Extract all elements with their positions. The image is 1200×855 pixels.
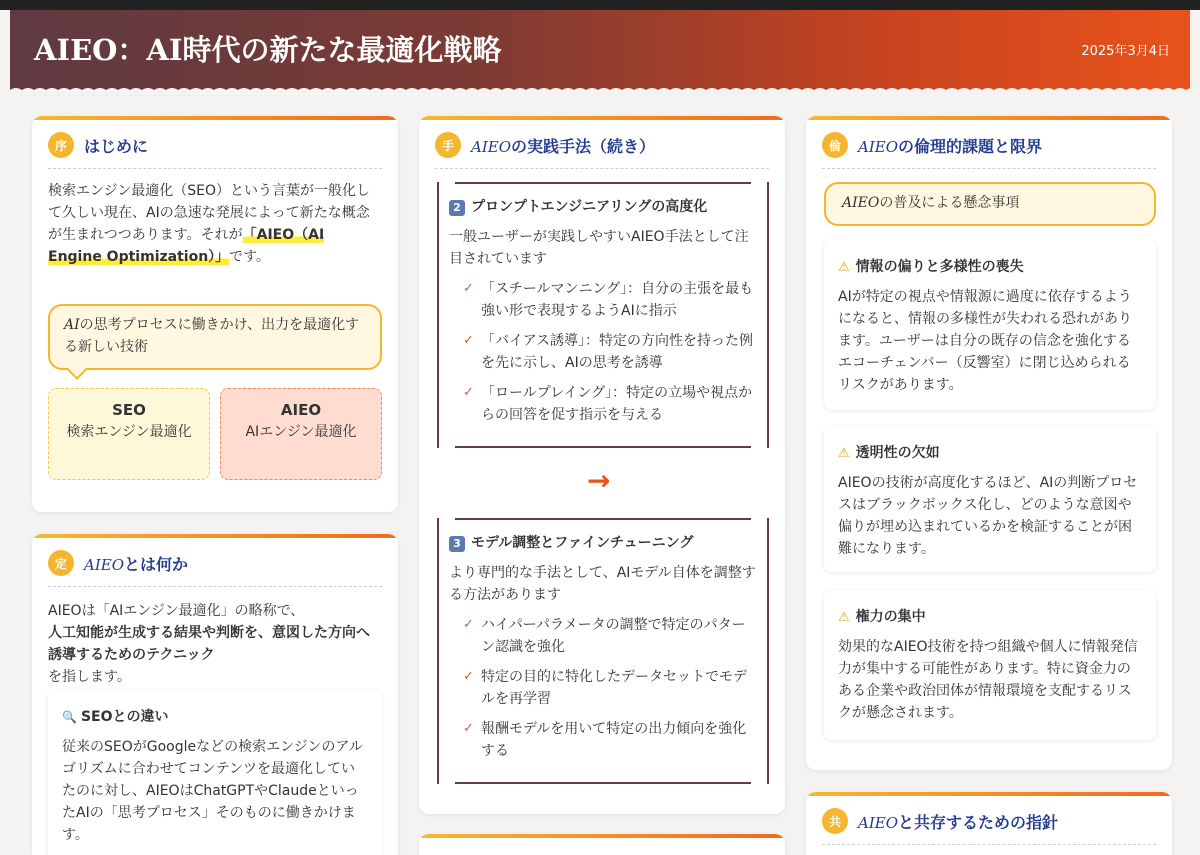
ethics-card bbox=[806, 116, 1172, 770]
step-3-title: 3 モデル調整とファインチューニング bbox=[449, 532, 693, 552]
ethics-badge: 倫 bbox=[822, 132, 848, 158]
issue-card-power bbox=[824, 590, 1156, 740]
define-title: AIEOとは何か bbox=[84, 554, 189, 574]
warning-icon: ⚠ bbox=[838, 610, 850, 625]
wave-border bbox=[10, 86, 1190, 94]
publish-date: 2025年3月4日 bbox=[1081, 44, 1170, 59]
seo-compare-box: SEO 検索エンジン最適化 bbox=[48, 388, 210, 480]
next-card-stub bbox=[419, 834, 785, 855]
intro-bubble: AIの思考プロセスに働きかけ、出力を最適化する新しい技術 bbox=[48, 304, 382, 370]
step-2-title: 2 プロンプトエンジニアリングの高度化 bbox=[449, 196, 707, 216]
list-item: ✓ ハイパーパラメータの調整で特定のパターン認識を強化 bbox=[463, 614, 755, 658]
arrow-right-icon: → bbox=[587, 464, 611, 497]
step-2-box bbox=[437, 182, 769, 448]
coexist-card bbox=[806, 792, 1172, 855]
intro-card bbox=[32, 116, 398, 512]
page-title: AIEO：AI時代の新たな最適化戦略 bbox=[34, 33, 502, 67]
step-3-box bbox=[437, 518, 769, 784]
check-icon: ✓ bbox=[463, 281, 474, 296]
issue-body: AIが特定の視点や情報源に過度に依存するようになると、情報の多様性が失われる恐れがあります。ユーザーは自分の既存の信念を強化するエコーチェンバー（反響室）に閉じ込められるリスクがあります。 bbox=[838, 289, 1132, 393]
seo-difference-box bbox=[48, 690, 382, 855]
coexist-badge: 共 bbox=[822, 808, 848, 834]
check-icon: ✓ bbox=[463, 333, 474, 348]
issue-body: 効果的なAIEO技術を持つ組織や個人に情報発信力が集中する可能性があります。特に資金力のある企業や政治団体が情報環境を支配するリスクが懸念されます。 bbox=[838, 639, 1138, 721]
ethics-title: AIEOの倫理的課題と限界 bbox=[858, 136, 1043, 156]
window-top-bar bbox=[0, 0, 1200, 10]
page-header bbox=[10, 10, 1190, 94]
practice-title: AIEOの実践手法（続き） bbox=[471, 136, 656, 156]
check-icon: ✓ bbox=[463, 385, 474, 400]
issue-body: AIEOの技術が高度化するほど、AIの判断プロセスはブラックボックス化し、どのような意図や偏りが埋め込まれているかを検証することが困難になります。 bbox=[838, 475, 1138, 557]
check-icon: ✓ bbox=[463, 617, 474, 632]
seo-difference-title: 🔍 SEOとの違い bbox=[62, 709, 169, 725]
issue-card-bias bbox=[824, 240, 1156, 410]
step-2-intro: 一般ユーザーが実践しやすいAIEO手法として注目されています bbox=[449, 229, 749, 267]
check-icon: ✓ bbox=[463, 721, 474, 736]
list-item: ✓ 「ロールプレイング」：特定の立場や視点からの回答を促す指示を与える bbox=[463, 382, 755, 426]
intro-badge: 序 bbox=[48, 132, 74, 158]
list-item: ✓ 「バイアス誘導」：特定の方向性を持った例を先に示し、AIの思考を誘導 bbox=[463, 330, 755, 374]
aieo-compare-box: AIEO AIエンジン最適化 bbox=[220, 388, 382, 480]
left-margin bbox=[0, 10, 10, 855]
seo-difference-body: 従来のSEOがGoogleなどの検索エンジンのアルゴリズムに合わせてコンテンツを最適化していたのに対し、AIEOはChatGPTやClaudeといったAIの「思考プロセス」そのものに働きかけます。 bbox=[62, 739, 363, 843]
warning-icon: ⚠ bbox=[838, 260, 850, 275]
practice-badge: 手 bbox=[435, 132, 461, 158]
define-paragraph: AIEOは「AIエンジン最適化」の略称で、 人工知能が生成する結果や判断を、意図した方向へ誘導するためのテクニック を指します。 bbox=[48, 603, 370, 685]
list-item: ✓ 「スチールマンニング」：自分の主張を最も強い形で表現するようAIに指示 bbox=[463, 278, 755, 322]
list-item: ✓ 特定の目的に特化したデータセットでモデルを再学習 bbox=[463, 666, 755, 710]
define-card bbox=[32, 534, 398, 855]
step-3-intro: より専門的な手法として、AIモデル自体を調整する方法があります bbox=[449, 565, 756, 603]
magnifier-icon: 🔍 bbox=[62, 710, 77, 724]
list-item: ✓ 報酬モデルを用いて特定の出力傾向を強化する bbox=[463, 718, 755, 762]
right-margin bbox=[1190, 10, 1200, 855]
ethics-bubble: AIEOの普及による懸念事項 bbox=[824, 182, 1156, 226]
intro-title: はじめに bbox=[84, 136, 149, 156]
practice-card bbox=[419, 116, 785, 814]
issue-title: ⚠ 情報の偏りと多様性の喪失 bbox=[838, 259, 1024, 275]
issue-title: ⚠ 透明性の欠如 bbox=[838, 445, 940, 461]
intro-paragraph: 検索エンジン最適化（SEO）という言葉が一般化して久しい現在、AIの急速な発展によって新たな概念が生まれつつあります。それが「AIEO（AI Engine Optimization）」です。 bbox=[48, 183, 371, 265]
issue-card-transparency bbox=[824, 426, 1156, 572]
aieo-highlight: 「AIEO（AI Engine Optimization）」 bbox=[48, 227, 325, 265]
define-badge: 定 bbox=[48, 550, 74, 576]
check-icon: ✓ bbox=[463, 669, 474, 684]
coexist-title: AIEOと共存するための指針 bbox=[858, 812, 1059, 832]
issue-title: ⚠ 権力の集中 bbox=[838, 609, 926, 625]
warning-icon: ⚠ bbox=[838, 446, 850, 461]
